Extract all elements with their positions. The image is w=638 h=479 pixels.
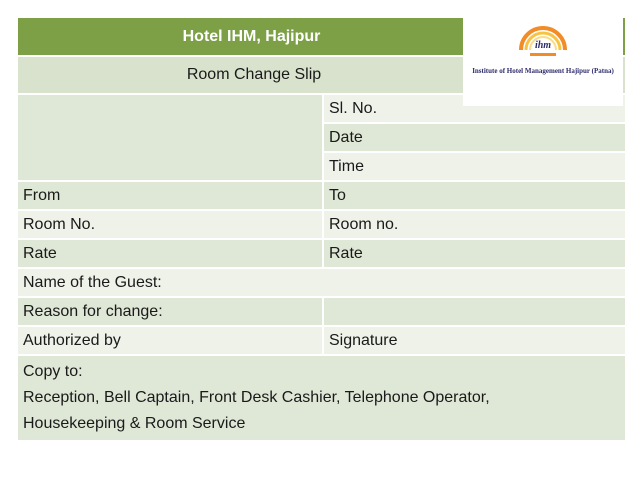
copy-to-row: [17, 355, 626, 441]
slip-title: Room Change Slip: [17, 56, 626, 94]
room-no-row: [17, 210, 626, 239]
reason-label: Reason for change:: [17, 297, 323, 326]
copy-to-cell: [17, 355, 626, 441]
guest-name-row: [17, 268, 626, 297]
rate-from-label: Rate: [17, 239, 323, 268]
from-label: From: [17, 181, 323, 210]
blank-cell: [17, 94, 323, 181]
to-label: To: [323, 181, 626, 210]
copy-to-recipients-line-1: Reception, Bell Captain, Front Desk Cashier, Telephone Operator,: [23, 389, 490, 406]
copy-to-label: Copy to:: [23, 363, 83, 380]
hotel-title: Hotel IHM, Hajipur: [17, 17, 626, 56]
emblem-text: ihm: [534, 40, 552, 51]
time-label: Time: [323, 152, 626, 181]
room-no-to-label: Room no.: [323, 210, 626, 239]
serial-no-label: Sl. No.: [323, 94, 626, 123]
authorized-by-label: Authorized by: [17, 326, 323, 355]
reason-value-cell: [323, 297, 626, 326]
rate-row: [17, 239, 626, 268]
guest-name-label: Name of the Guest:: [17, 268, 626, 297]
ihm-logo: [463, 16, 623, 106]
rate-to-label: Rate: [323, 239, 626, 268]
ihm-emblem-icon: [463, 16, 623, 66]
date-label: Date: [323, 123, 626, 152]
from-to-row: [17, 181, 626, 210]
copy-to-recipients-line-2: Housekeeping & Room Service: [23, 415, 246, 432]
authorization-row: [17, 326, 626, 355]
room-no-from-label: Room No.: [17, 210, 323, 239]
logo-institute-name: Institute of Hotel Management Hajipur (Patna): [472, 67, 614, 75]
signature-label: Signature: [323, 326, 626, 355]
reason-row: [17, 297, 626, 326]
